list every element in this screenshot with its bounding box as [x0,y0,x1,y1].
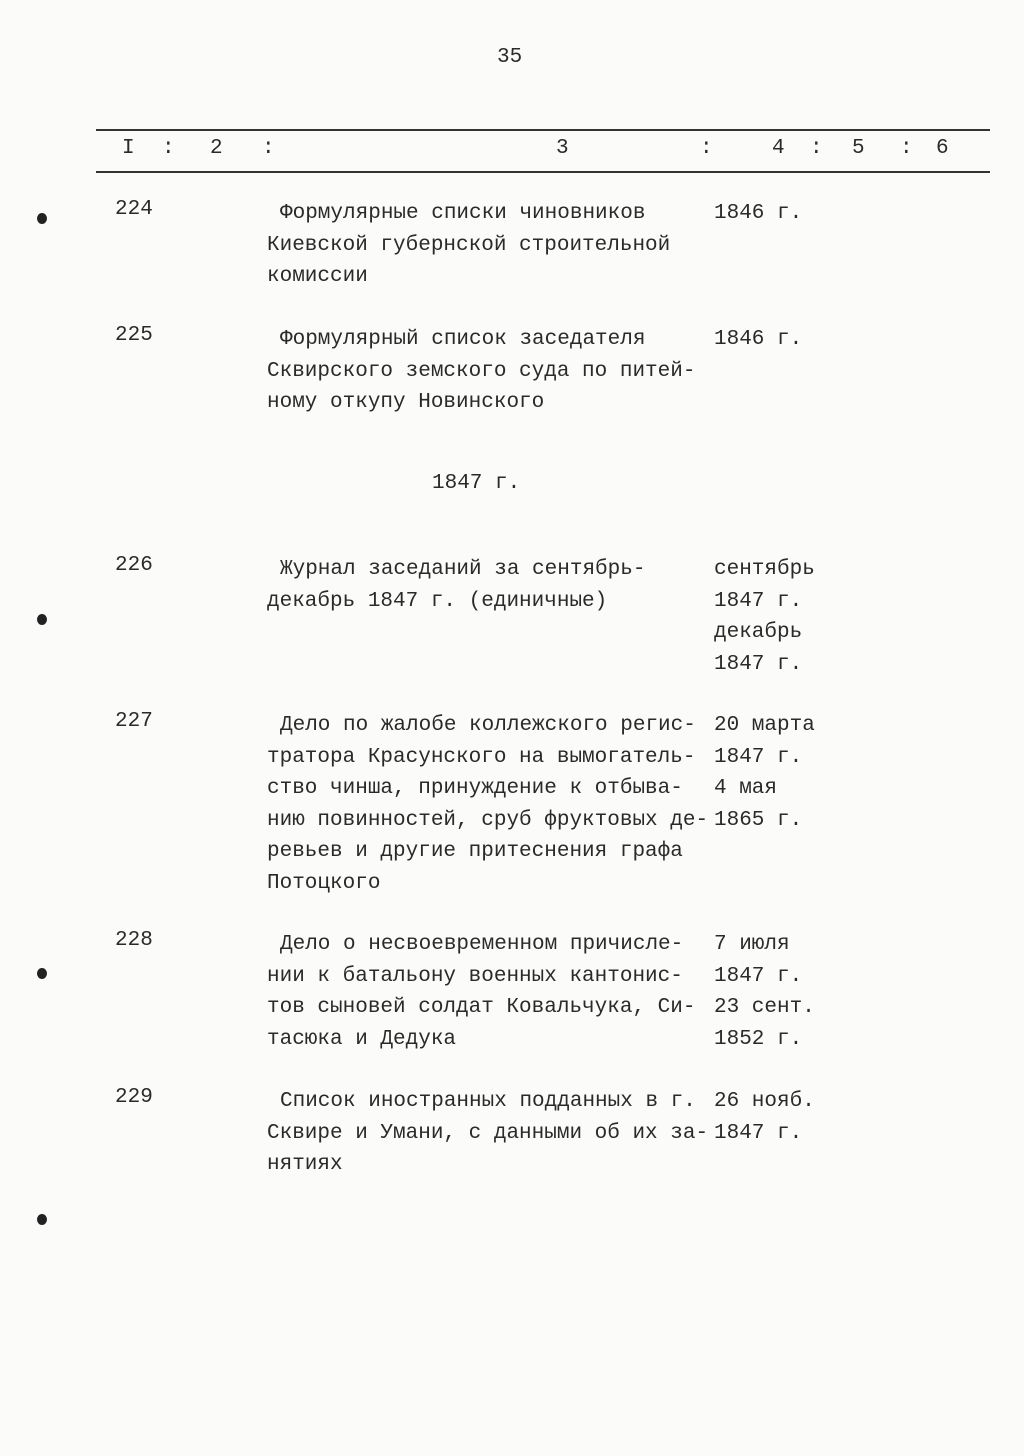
entry-description [267,710,708,899]
description-line: Журнал заседаний за сентябрь- [280,558,646,581]
column-separator: : [262,137,275,160]
entry-number: 224 [115,198,153,221]
column-separator: : [700,137,713,160]
page-number: 35 [497,46,523,69]
date-line: декабрь [714,621,803,644]
date-line: 23 сент. [714,996,815,1019]
description-line: комиссии [267,265,368,288]
entry-dates [714,710,815,836]
entry-number: 225 [115,324,153,347]
description-line: ство чинша, принуждение к отбыва- [267,777,683,800]
binding-hole-mark [37,1214,47,1225]
description-line: нию повинностей, сруб фруктовых де- [267,808,709,832]
entry-description [267,1086,708,1181]
binding-hole-mark [37,968,47,979]
date-line: 1846 г. [714,202,803,225]
description-line: тасюка и Дедука [267,1027,457,1051]
date-line: 7 июля [714,933,790,956]
date-line: 1865 г. [714,808,803,832]
date-line: 1852 г. [714,1027,803,1051]
entry-description [267,554,645,617]
date-line: 1847 г. [714,745,803,769]
entry-description [267,324,695,419]
description-line: Дело по жалобе коллежского регис- [280,714,696,737]
entry-description [267,198,670,293]
column-separator: : [162,137,175,160]
date-line: 26 нояб. [714,1090,815,1113]
description-line: тратора Красунского на вымогатель- [267,745,696,769]
column-2-label: 2 [210,137,223,160]
description-line: Потоцкого [267,871,381,895]
date-line: 4 мая [714,777,778,800]
entry-dates [714,324,802,356]
column-5-label: 5 [852,137,865,160]
table-header-bottom-rule [96,171,990,173]
entry-dates [714,1086,815,1149]
date-line: сентябрь [714,558,815,581]
column-6-label: 6 [936,137,949,160]
column-separator: : [810,137,823,160]
entry-number: 229 [115,1086,153,1109]
binding-hole-mark [37,614,47,625]
column-separator: : [900,137,913,160]
description-line: ревьев и другие притеснения графа [267,840,683,863]
entry-dates [714,929,815,1055]
description-line: нятиях [267,1153,343,1176]
description-line: Сквире и Умани, с данными об их за- [267,1121,709,1145]
description-line: декабрь 1847 г. (единичные) [267,589,608,613]
description-line: ному откупу Новинского [267,391,545,414]
column-1-label: I [122,137,135,160]
date-line: 1847 г. [714,652,803,676]
entry-number: 227 [115,710,153,733]
entry-number: 228 [115,929,153,952]
date-line: 20 марта [714,714,815,737]
description-line: Список иностранных подданных в г. [280,1090,696,1113]
date-line: 1846 г. [714,328,803,351]
binding-hole-mark [37,213,47,224]
table-header-top-rule [96,129,990,131]
entry-description [267,929,695,1055]
section-year-heading: 1847 г. [432,472,521,495]
date-line: 1847 г. [714,589,803,613]
description-line: Формулярные списки чиновников [280,202,646,225]
date-line: 1847 г. [714,964,803,988]
description-line: Дело о несвоевременном причисле- [280,933,684,956]
description-line: нии к батальону военных кантонис- [267,964,683,988]
entry-dates [714,198,802,230]
table-column-header [96,137,990,167]
description-line: Сквирского земского суда по питей- [267,359,696,383]
entry-number: 226 [115,554,153,577]
column-4-label: 4 [772,137,785,160]
description-line: Формулярный список заседателя [280,328,646,351]
description-line: Киевской губернской строительной [267,233,671,257]
column-3-label: 3 [556,137,569,160]
description-line: тов сыновей солдат Ковальчука, Си- [267,996,696,1019]
entry-dates [714,554,815,680]
date-line: 1847 г. [714,1121,803,1145]
